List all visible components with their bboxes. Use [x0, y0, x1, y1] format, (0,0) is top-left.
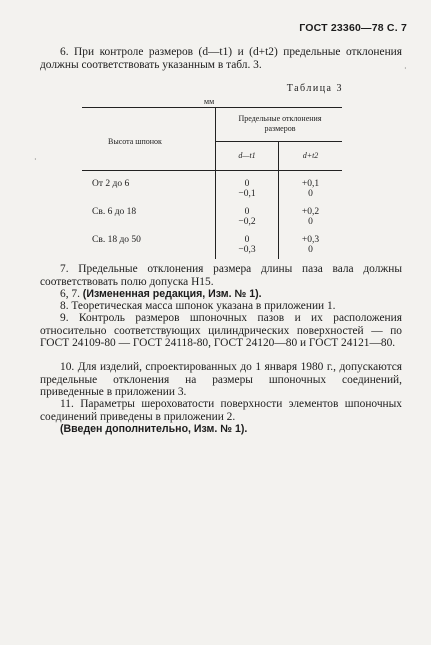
- scan-speck: ·: [34, 155, 37, 164]
- col-height-label: Высота шпонок: [108, 137, 162, 146]
- row-2-height: Св. 6 до 18: [92, 207, 137, 217]
- col-d-minus-label: d—t1: [238, 151, 256, 160]
- amendment-note: (Измененная редакция, Изм. № 1).: [82, 288, 262, 300]
- paragraph-8: 8. Теоретическая масса шпонок указана в приложении 1.: [60, 300, 336, 312]
- paragraph-6: 6. При контроле размеров (d—t1) и (d+t2) предельные отклонения должны соответствовать указанным в табл. 3.: [40, 46, 402, 71]
- col-d-plus-label: d+t2: [302, 151, 319, 160]
- paragraph-11: 11. Параметры шероховатости поверхности элементов шпоночных соединений приведены в приложении 2.: [40, 398, 402, 423]
- table-units: мм: [204, 97, 215, 106]
- row-3-minus-top: 0: [244, 235, 250, 245]
- row-3-plus-bot: 0: [308, 245, 313, 255]
- table-top-rule: [82, 107, 342, 108]
- paragraph-9: 9. Контроль размеров шпоночных пазов и их расположения относительно соответствующих цилиндрических поверхностей — по ГОСТ 24109-80 — ГОСТ 24118-80, ГОСТ 24120—80 и ГОСТ 24121—80.: [40, 312, 402, 350]
- row-3-minus-bot: −0,3: [238, 245, 256, 255]
- scan-speck: ·: [404, 64, 407, 73]
- row-1-plus-bot: 0: [308, 189, 313, 199]
- row-1-minus-top: 0: [244, 179, 250, 189]
- row-3-plus-top: +0,3: [301, 235, 320, 245]
- note-number: 6, 7.: [60, 288, 80, 300]
- paragraph-6-7-note: [40, 288, 402, 301]
- row-1-height: От 2 до 6: [92, 179, 130, 189]
- col-limits-label: Предельные отклонения размеров: [238, 114, 322, 133]
- paragraph-7: 7. Предельные отклонения размера длины паза вала должны соответствовать полю допуска H15.: [40, 263, 402, 288]
- added-note: (Введен дополнительно, Изм. № 1).: [60, 423, 248, 435]
- table-header-rule: [82, 170, 342, 171]
- row-2-minus-top: 0: [244, 207, 250, 217]
- row-1-minus-bot: −0,1: [238, 189, 256, 199]
- table-caption: Таблица 3: [286, 83, 343, 94]
- row-2-plus-top: +0,2: [301, 207, 320, 217]
- row-2-minus-bot: −0,2: [238, 217, 256, 227]
- page-header: ГОСТ 23360—78 С. 7: [299, 22, 407, 34]
- row-2-plus-bot: 0: [308, 217, 313, 227]
- row-3-height: Св. 18 до 50: [92, 235, 141, 245]
- row-1-plus-top: +0,1: [301, 179, 320, 189]
- paragraph-10: 10. Для изделий, спроектированных до 1 января 1980 г., допускаются предельные отклонения на размеры шпоночных соединений, приведенные в приложении 3.: [40, 361, 402, 399]
